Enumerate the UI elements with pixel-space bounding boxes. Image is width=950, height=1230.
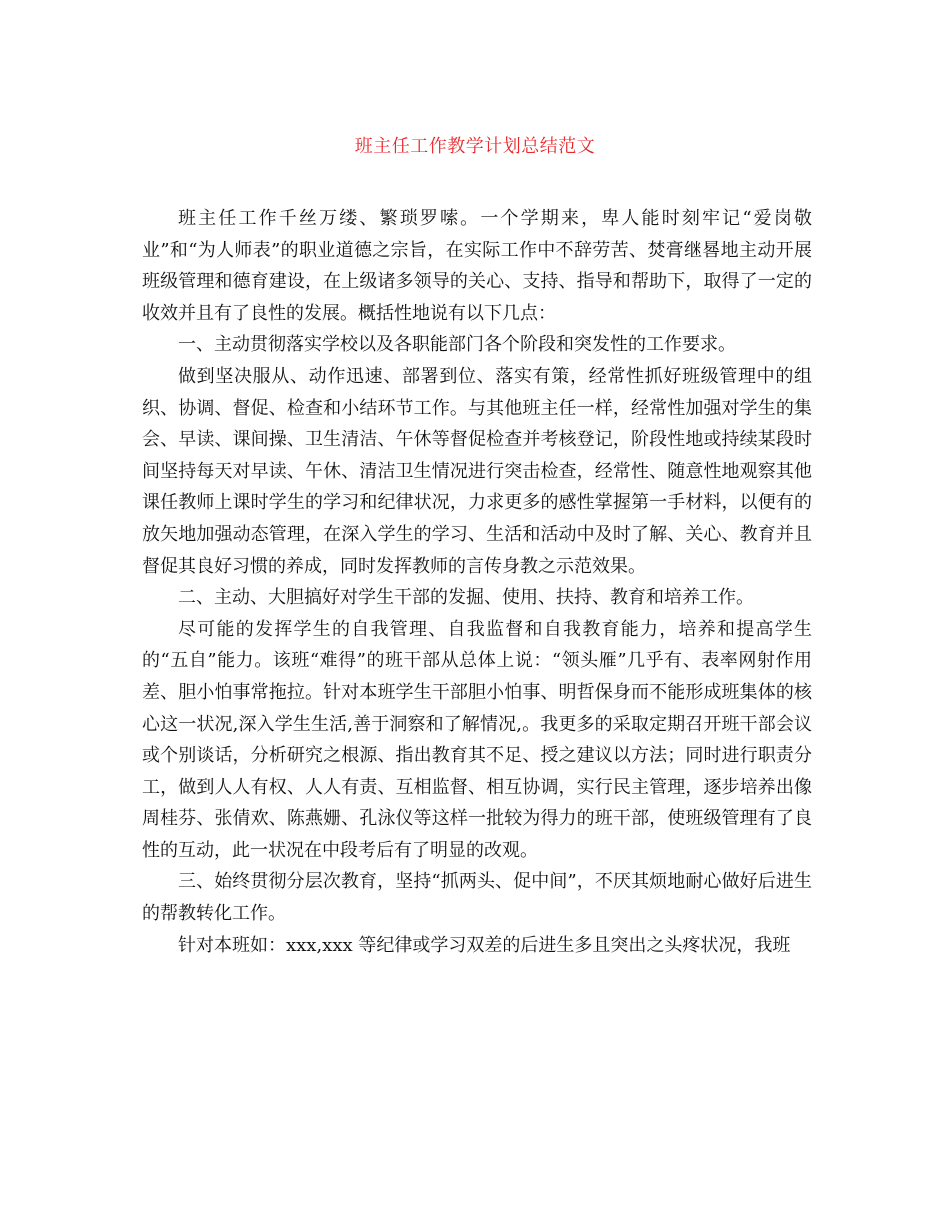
paragraph-section-3: 针对本班如：xxx,xxx 等纪律或学习双差的后进生多且突出之头疼状况，我班: [178, 934, 791, 956]
section-heading-3: 三、始终贯彻分层次教育，坚持“抓两头、促中间”，不厌其烦地耐心做好后进生的帮教转化工作。: [142, 871, 812, 925]
paragraph-section-1: 做到坚决服从、动作迅速、部署到位、落实有策，经常性抓好班级管理中的组织、协调、督促、检查和小结环节工作。与其他班主任一样，经常性加强对学生的集会、早读、课间操、卫生清洁、午休等督促检查并考核登记，阶段性地或持续某段时间坚持每天对早读、午休、清洁卫生情况进行突击检查，经常性、随意性地观察其他课任教师上课时学生的学习和纪律状况，力求更多的感性掌握第一手材料，以便有的放矢地加强动态管理，在深入学生的学习、生活和活动中及时了解、关心、教育并且督促其良好习惯的养成，同时发挥教师的言传身教之示范效果。: [142, 365, 812, 577]
section-heading-1: 一、主动贯彻落实学校以及各职能部门各个阶段和突发性的工作要求。: [178, 334, 736, 356]
document-body: [142, 203, 812, 961]
section-heading-2: 二、主动、大胆搞好对学生干部的发掘、使用、扶持、教育和培养工作。: [178, 587, 754, 609]
paragraph-intro: 班主任工作千丝万缕、繁琐罗嗦。一个学期来，卑人能时刻牢记“爱岗敬业”和“为人师表”的职业道德之宗旨，在实际工作中不辞劳苦、焚膏继晷地主动开展班级管理和德育建设，在上级诸多领导的关心、支持、指导和帮助下，取得了一定的收效并且有了良性的发展。概括性地说有以下几点：: [142, 208, 812, 324]
document-title: 班主任工作教学计划总结范文: [354, 136, 596, 157]
paragraph-section-2: 尽可能的发挥学生的自我管理、自我监督和自我教育能力，培养和提高学生的“五自”能力。该班“难得”的班干部从总体上说：“领头雁”几乎有、表率网射作用差、胆小怕事常拖拉。针对本班学生干部胆小怕事、明哲保身而不能形成班集体的核心这一状况,深入学生生活,善于洞察和了解情况,。我更多的采取定期召开班干部会议或个别谈话，分析研究之根源、指出教育其不足、授之建议以方法；同时进行职责分工，做到人人有权、人人有责、互相监督、相互协调，实行民主管理，逐步培养出像周桂芬、张倩欢、陈燕姗、孔泳仪等这样一批较为得力的班干部，使班级管理有了良性的互动，此一状况在中段考后有了明显的改观。: [142, 618, 812, 861]
